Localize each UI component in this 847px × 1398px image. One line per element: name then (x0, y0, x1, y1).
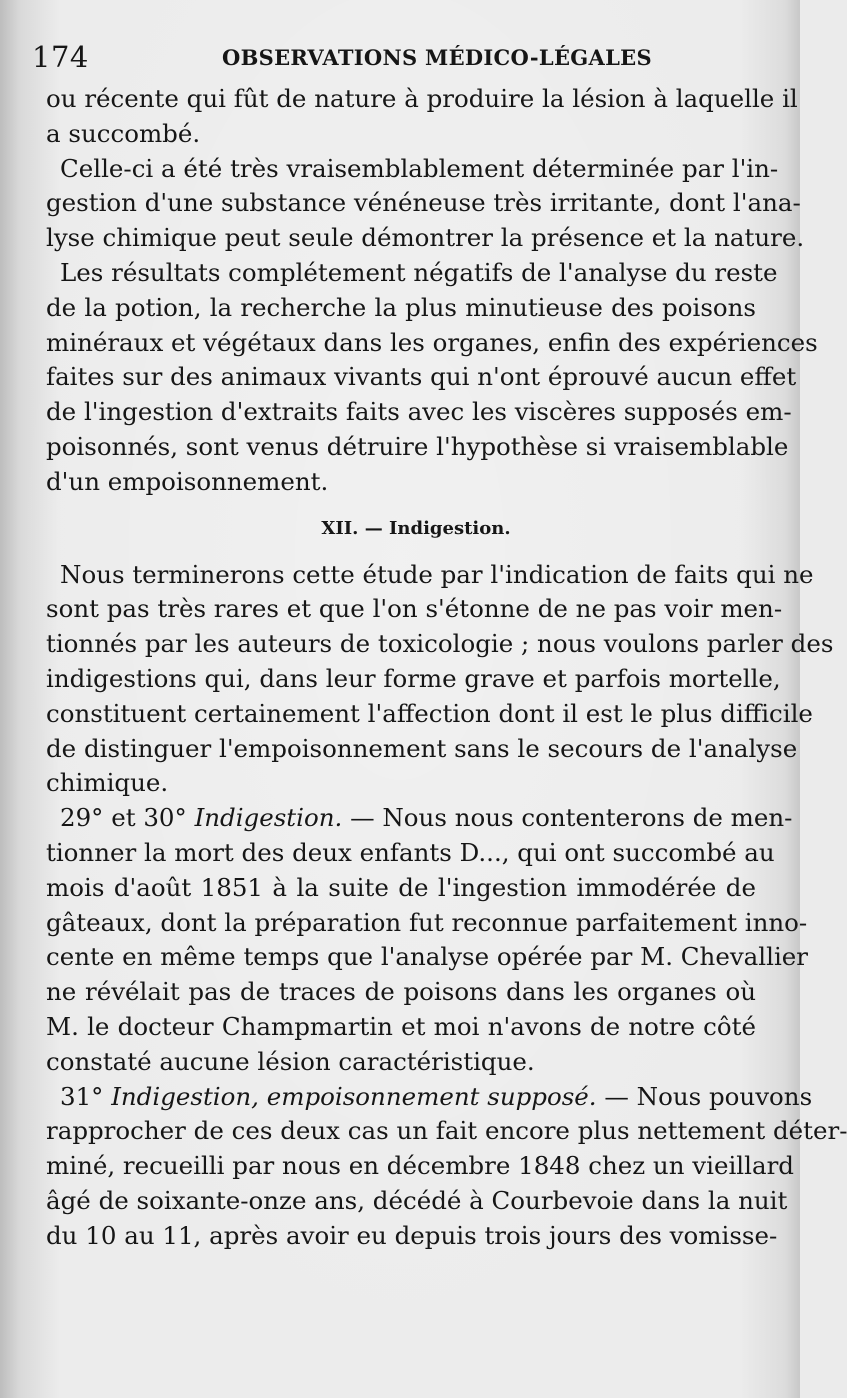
paragraph-5 (46, 801, 808, 1079)
section-title: XII. — Indigestion. (321, 517, 511, 539)
case-heading: Indigestion. (194, 803, 343, 833)
text-line: lyse chimique peut seule démontrer la présence et la nature. (46, 223, 805, 253)
text-line: miné, recueilli par nous en décembre 1848 chez un vieillard (46, 1151, 794, 1181)
text-line: a succombé. (46, 118, 201, 148)
text-line (46, 1080, 813, 1115)
text-line: M. le docteur Champmartin et moi n'avons de notre côté (46, 1011, 756, 1041)
paragraph-3 (46, 256, 818, 500)
body-text (46, 82, 847, 1254)
text-line: cente en même temps que l'analyse opérée par M. Chevallier (46, 942, 808, 972)
case-lead-text: — Nous nous contenterons de men- (342, 803, 793, 833)
text-line: constituent certainement l'affection dont il est le plus difficile (46, 698, 813, 728)
text-line: minéraux et végétaux dans les organes, enfin des expériences (46, 327, 818, 357)
text-line: sont pas très rares et que l'on s'étonne de ne pas voir men- (46, 594, 783, 624)
text-line: de la potion, la recherche la plus minutieuse des poisons (46, 292, 756, 322)
text-line: gâteaux, dont la préparation fut reconnue parfaitement inno- (46, 907, 808, 937)
text-line: constaté aucune lésion caractéristique. (46, 1046, 535, 1076)
text-line: Celle-ci a été très vraisemblablement déterminée par l'in- (60, 153, 779, 183)
text-line: indigestions qui, dans leur forme grave et parfois mortelle, (46, 663, 781, 693)
text-line: Les résultats complétement négatifs de l'analyse du reste (60, 257, 778, 287)
text-line: de l'ingestion d'extraits faits avec les viscères supposés em- (46, 397, 792, 427)
text-line: de distinguer l'empoisonnement sans le secours de l'analyse (46, 733, 798, 763)
text-line: tionner la mort des deux enfants D..., qui ont succombé au (46, 837, 775, 867)
text-line: tionnés par les auteurs de toxicologie ; nous voulons parler des (46, 629, 834, 659)
case-lead-text: — Nous pouvons (596, 1081, 813, 1111)
paragraph-6 (46, 1080, 847, 1254)
text-line: gestion d'une substance vénéneuse très irritante, dont l'ana- (46, 188, 801, 218)
text-line: ne révélait pas de traces de poisons dans les organes où (46, 977, 756, 1007)
page-header (32, 40, 772, 74)
text-line (46, 801, 793, 836)
text-line: mois d'août 1851 à la suite de l'ingestion immodérée de (46, 872, 756, 902)
text-line: ou récente qui fût de nature à produire la lésion à laquelle il (46, 84, 798, 113)
text-line: poisonnés, sont venus détruire l'hypothèse si vraisemblable (46, 431, 789, 461)
page-number: 174 (32, 40, 89, 74)
text-line: faites sur des animaux vivants qui n'ont éprouvé aucun effet (46, 362, 797, 392)
case-number: 31° (60, 1081, 112, 1111)
paragraph-1 (46, 82, 798, 152)
text-line: âgé de soixante-onze ans, décédé à Courbevoie dans la nuit (46, 1185, 788, 1215)
case-heading: Indigestion, empoisonnement supposé. (111, 1081, 597, 1111)
running-head: OBSERVATIONS MÉDICO-LÉGALES (222, 45, 652, 70)
text-line: du 10 au 11, après avoir eu depuis trois jours des vomisse- (46, 1220, 778, 1250)
paragraph-2 (46, 152, 805, 256)
text-line: rapprocher de ces deux cas un fait encore plus nettement déter- (46, 1116, 847, 1146)
text-line: Nous terminerons cette étude par l'indication de faits qui ne (60, 559, 814, 589)
paragraph-4 (46, 558, 834, 802)
text-line: d'un empoisonnement. (46, 466, 329, 496)
text-line: chimique. (46, 768, 169, 798)
case-number: 29° et 30° (60, 803, 195, 833)
